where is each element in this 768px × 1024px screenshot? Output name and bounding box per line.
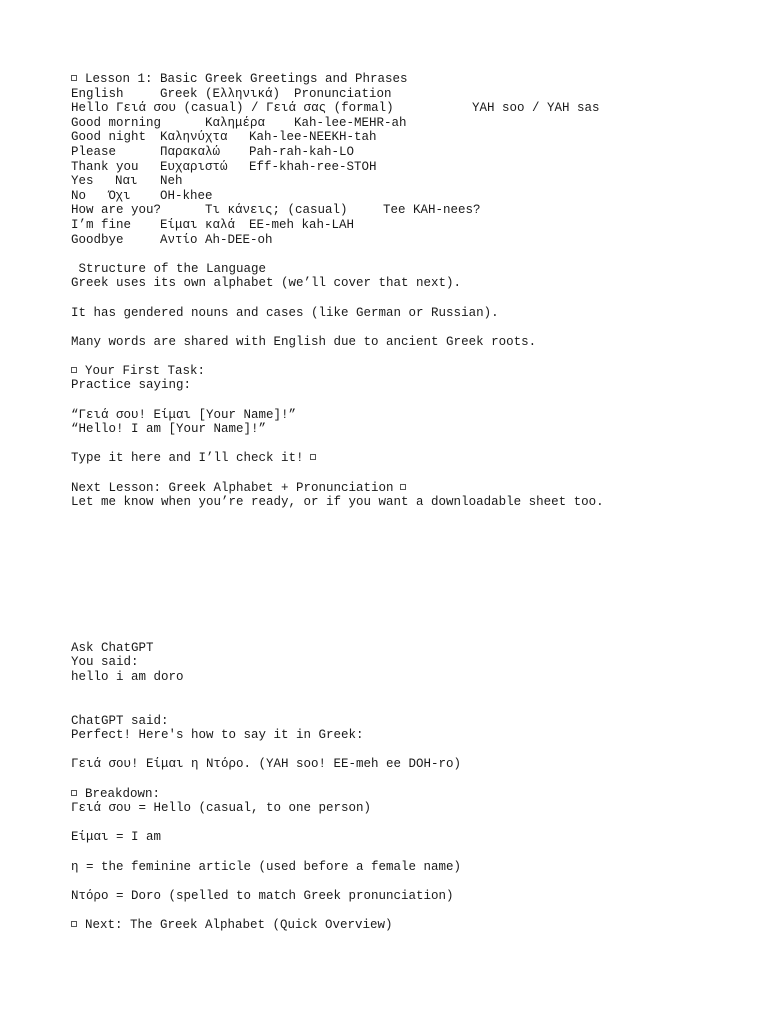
table-row: Thank you Ευχαριστώ Eff-khah-ree-STOH [71, 159, 377, 174]
table-row: How are you? Τι κάνεις; (casual) Tee KAH-nees? [71, 203, 481, 218]
task-english-phrase: “Hello! I am [Your Name]!” [71, 422, 267, 437]
breakdown-title: Breakdown: [71, 787, 751, 802]
table-row: Hello Γειά σου (casual) / Γειά σας (formal) YAH soo / YAH sas [71, 101, 600, 116]
ask-chatgpt-label: Ask ChatGPT [71, 640, 154, 655]
table-row: Good morning Καλημέρα Kah-lee-MEHR-ah [71, 115, 407, 130]
breakdown-item: Ντόρο = Doro (spelled to match Greek pronunciation) [71, 888, 454, 903]
emoji-placeholder-icon [71, 367, 77, 373]
structure-paragraph: It has gendered nouns and cases (like German or Russian). [71, 305, 499, 320]
user-message: hello i am doro [71, 670, 184, 684]
table-row: I’m fine Είμαι καλά EE-meh kah-LAH [71, 217, 355, 232]
structure-paragraph: Greek uses its own alphabet (we’ll cover that next). [71, 276, 462, 291]
emoji-placeholder-icon [400, 484, 406, 490]
table-row: Goodbye Αντίο Ah-DEE-oh [71, 232, 273, 247]
table-row: No Όχι OH-khee [71, 188, 213, 203]
table-row: Yes Ναι Neh [71, 174, 183, 189]
you-said-label: You said: [71, 655, 139, 670]
task-intro: Practice saying: [71, 378, 192, 393]
task-title: Your First Task: [71, 364, 751, 379]
breakdown-item: Γειά σου = Hello (casual, to one person) [71, 801, 372, 816]
next-lesson-note: Let me know when you’re ready, or if you want a downloadable sheet too. [71, 495, 604, 510]
emoji-placeholder-icon [71, 75, 77, 81]
structure-title: Structure of the Language [71, 261, 267, 276]
task-cta: Type it here and I’ll check it! [71, 451, 751, 466]
chatgpt-said-label: ChatGPT said: [71, 713, 169, 728]
document-page [71, 72, 751, 933]
table-header: English Greek (Ελληνικά) Pronunciation [71, 86, 392, 101]
emoji-placeholder-icon [71, 921, 77, 927]
structure-paragraph: Many words are shared with English due to ancient Greek roots. [71, 334, 537, 349]
breakdown-item: η = the feminine article (used before a female name) [71, 859, 462, 874]
emoji-placeholder-icon [310, 454, 316, 460]
emoji-placeholder-icon [71, 790, 77, 796]
lesson-title: Lesson 1: Basic Greek Greetings and Phrases [71, 72, 751, 87]
next-lesson-title: Next Lesson: Greek Alphabet + Pronunciation [71, 481, 751, 496]
next-section-title: Next: The Greek Alphabet (Quick Overview) [71, 918, 751, 933]
task-greek-phrase: “Γειά σου! Είμαι [Your Name]!” [71, 407, 297, 422]
reply-phrase: Γειά σου! Είμαι η Ντόρο. (YAH soo! EE-meh ee DOH-ro) [71, 757, 462, 772]
reply-intro: Perfect! Here's how to say it in Greek: [71, 728, 364, 743]
table-row: Please Παρακαλώ Pah-rah-kah-LO [71, 144, 355, 159]
breakdown-item: Είμαι = I am [71, 830, 162, 845]
table-row: Good night Καληνύχτα Kah-lee-NEEKH-tah [71, 130, 377, 145]
